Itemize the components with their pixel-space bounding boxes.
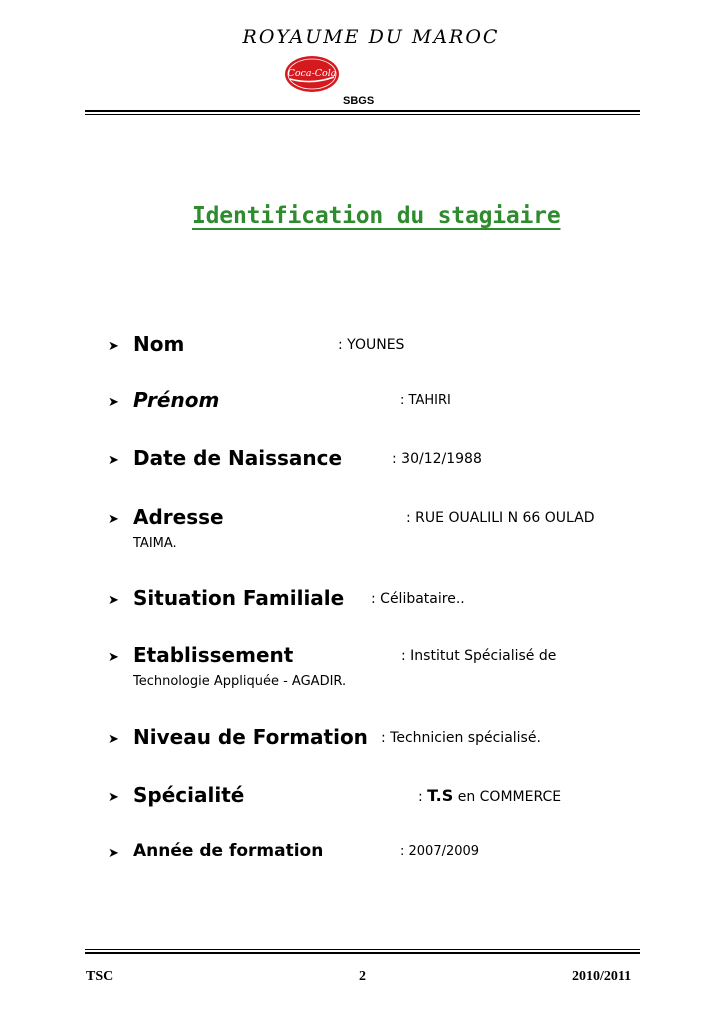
field-label: Niveau de Formation bbox=[133, 725, 368, 749]
arrow-bullet-icon: ➤ bbox=[108, 339, 119, 354]
arrow-bullet-icon: ➤ bbox=[108, 846, 119, 861]
field-value-suffix: en COMMERCE bbox=[453, 789, 562, 805]
field-value: : Célibataire.. bbox=[371, 591, 465, 607]
field-value-emphasis: T.S bbox=[427, 786, 454, 805]
field-label: Nom bbox=[133, 332, 185, 356]
company-name: SBGS bbox=[343, 95, 375, 107]
field-value: : 30/12/1988 bbox=[392, 451, 482, 467]
field-value bbox=[418, 786, 561, 805]
field-value: : TAHIRI bbox=[400, 393, 451, 408]
arrow-bullet-icon: ➤ bbox=[108, 790, 119, 805]
footer-left-text: TSC bbox=[86, 969, 114, 984]
field-value: : RUE OUALILI N 66 OULAD bbox=[406, 510, 595, 526]
country-title: ROYAUME DU MAROC bbox=[242, 26, 500, 48]
field-label: Adresse bbox=[133, 505, 224, 529]
footer-divider bbox=[85, 949, 640, 954]
page-number: 2 bbox=[359, 969, 366, 984]
field-value: : Technicien spécialisé. bbox=[381, 730, 541, 746]
arrow-bullet-icon: ➤ bbox=[108, 453, 119, 468]
field-value: : YOUNES bbox=[338, 337, 405, 353]
arrow-bullet-icon: ➤ bbox=[108, 732, 119, 747]
coca-cola-logo bbox=[284, 55, 340, 93]
field-label: Prénom bbox=[133, 388, 220, 412]
arrow-bullet-icon: ➤ bbox=[108, 593, 119, 608]
field-value-continuation: Technologie Appliquée - AGADIR. bbox=[133, 674, 347, 689]
arrow-bullet-icon: ➤ bbox=[108, 650, 119, 665]
logo-text: Coca-Cola bbox=[287, 68, 337, 79]
footer-year: 2010/2011 bbox=[572, 969, 632, 984]
arrow-bullet-icon: ➤ bbox=[108, 395, 119, 410]
field-label: Situation Familiale bbox=[133, 586, 345, 610]
field-label: Date de Naissance bbox=[133, 446, 343, 470]
header-divider bbox=[85, 110, 640, 115]
page-title: Identification du stagiaire bbox=[192, 203, 561, 229]
field-value: : Institut Spécialisé de bbox=[401, 648, 557, 664]
field-value-prefix: : bbox=[418, 789, 428, 805]
field-label: Etablissement bbox=[133, 643, 294, 667]
field-label: Année de formation bbox=[133, 841, 324, 861]
field-label: Spécialité bbox=[133, 783, 245, 807]
arrow-bullet-icon: ➤ bbox=[108, 512, 119, 527]
field-value-continuation: TAIMA. bbox=[133, 536, 177, 551]
field-value: : 2007/2009 bbox=[400, 844, 480, 859]
